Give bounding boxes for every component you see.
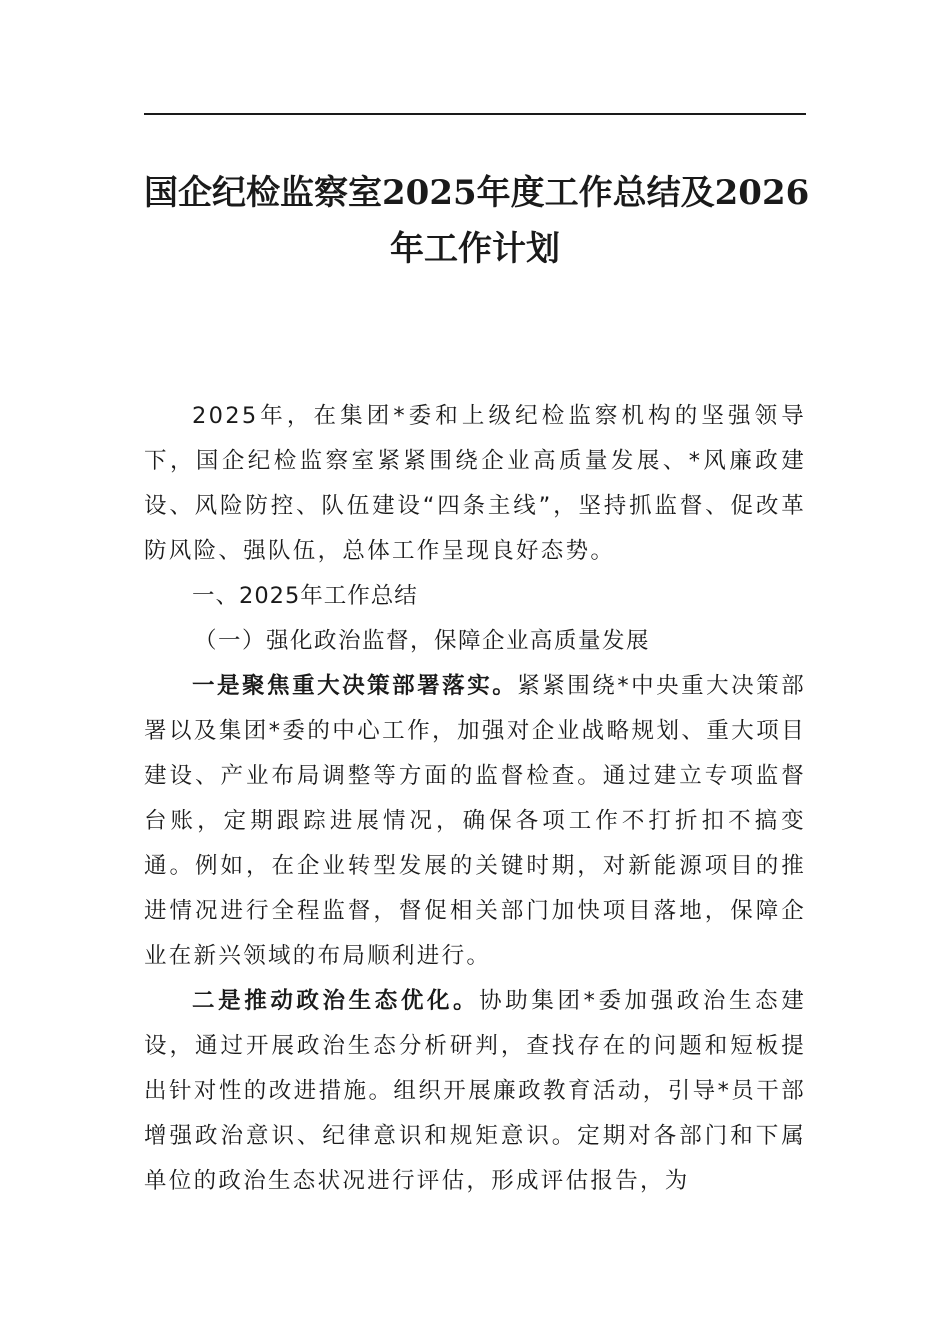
header-rule xyxy=(144,113,806,115)
title-line-1: 国企纪检监察室2025年度工作总结及2026 xyxy=(144,173,810,213)
point-one-text: 紧紧围绕*中央重大决策部署以及集团*委的中心工作，加强对企业战略规划、重大项目建设、产业布局调整等方面的监督检查。通过建立专项监督台账，定期跟踪进展情况，确保各项工作不打折扣不搞变通。例如，在企业转型发展的关键时期，对新能源项目的推进情况进行全程监督，督促相关部门加快项目落地，保障企业在新兴领域的布局顺利进行。 xyxy=(144,673,806,969)
intro-paragraph: 2025年，在集团*委和上级纪检监察机构的坚强领导下，国企纪检监察室紧紧围绕企业高质量发展、*风廉政建设、风险防控、队伍建设“四条主线”，坚持抓监督、促改革防风险、强队伍，总体工作呈现良好态势。 xyxy=(144,403,806,564)
point-two-text: 协助集团*委加强政治生态建设，通过开展政治生态分析研判，查找存在的问题和短板提出针对性的改进措施。组织开展廉政教育活动，引导*员干部增强政治意识、纪律意识和规矩意识。定期对各部门和下属单位的政治生态状况进行评估，形成评估报告，为 xyxy=(144,988,806,1194)
point-two-paragraph xyxy=(144,979,806,1204)
document-title xyxy=(144,165,810,277)
subsection-heading-political-supervision: （一）强化政治监督，保障企业高质量发展 xyxy=(194,628,651,654)
document-body xyxy=(144,394,806,1204)
section-heading-summary: 一、2025年工作总结 xyxy=(192,583,418,609)
point-one-lead: 一是聚焦重大决策部署落实。 xyxy=(192,673,518,699)
title-line-2: 年工作计划 xyxy=(390,229,560,269)
point-two-lead: 二是推动政治生态优化。 xyxy=(192,988,480,1014)
point-one-paragraph xyxy=(144,664,806,979)
